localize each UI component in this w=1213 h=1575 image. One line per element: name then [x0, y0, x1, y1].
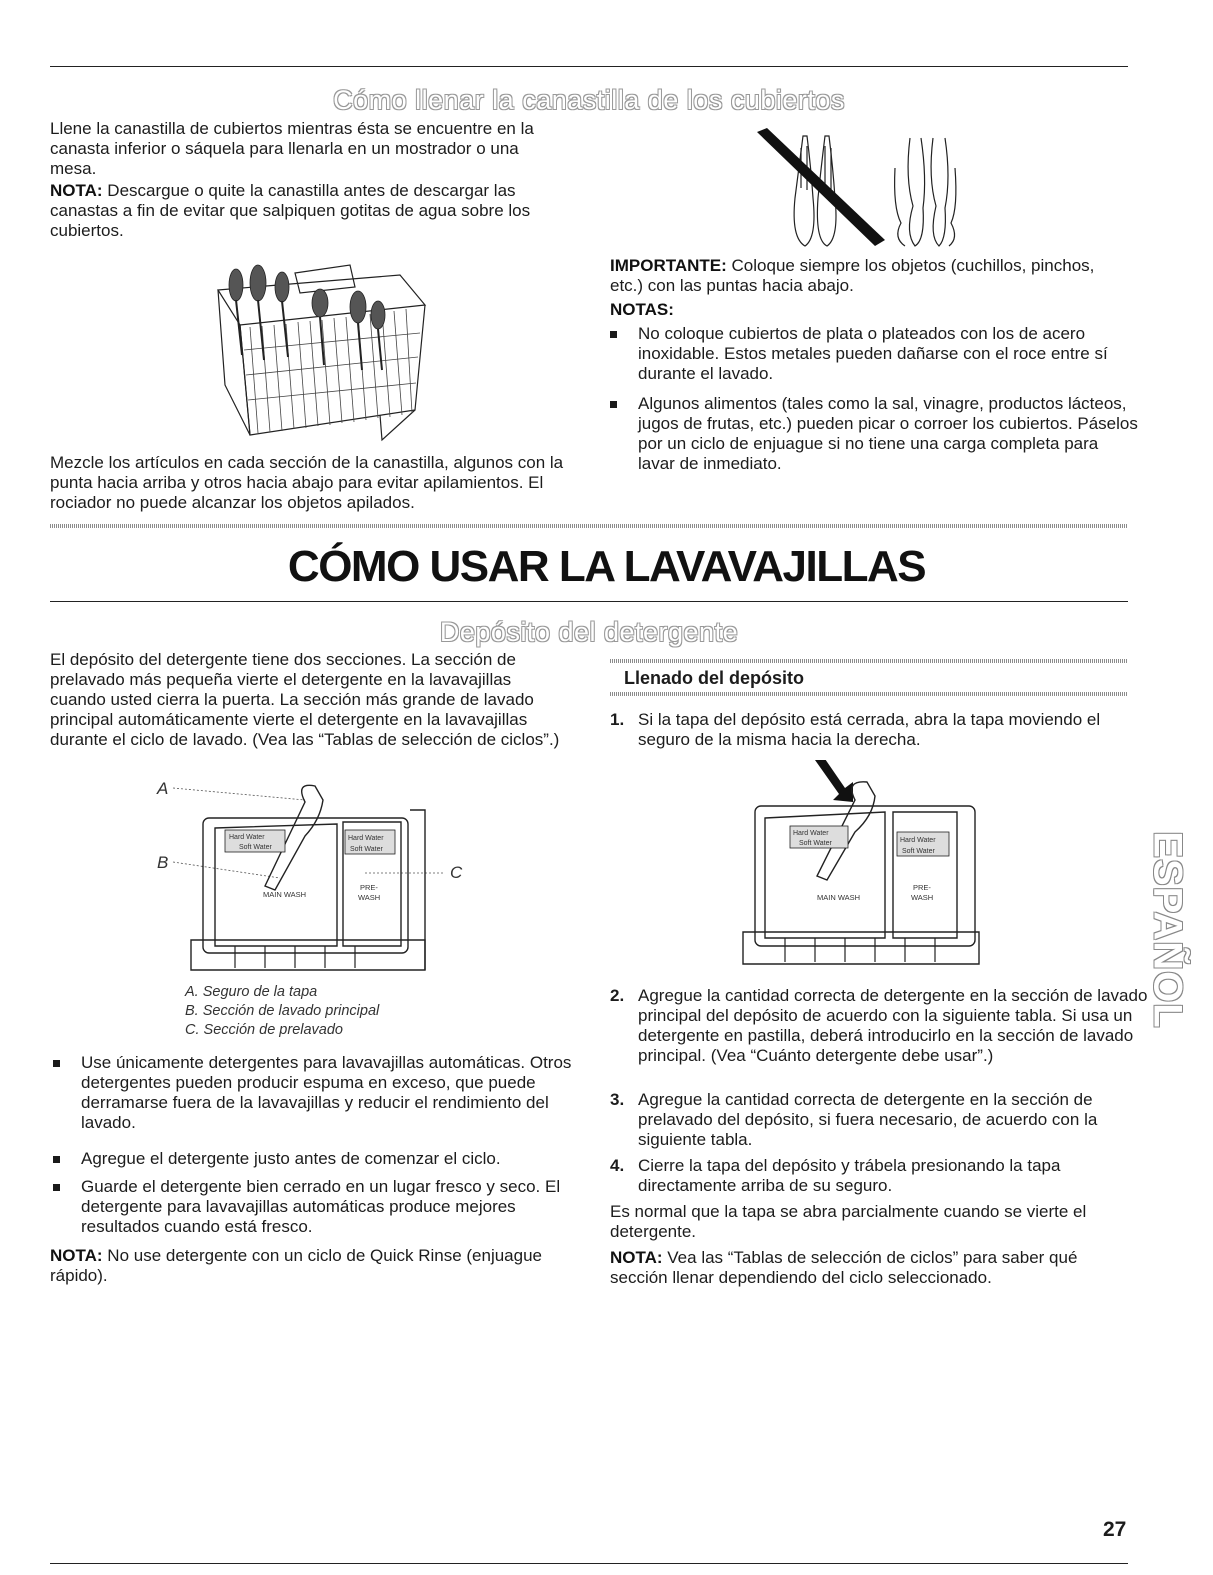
note-label: NOTA: — [610, 1248, 663, 1267]
caption-c: C. Sección de prelavado — [185, 1022, 343, 1038]
bullet-square-icon — [610, 331, 617, 338]
list-item — [53, 1149, 596, 1169]
fill-heading: Llenado del depósito — [624, 668, 805, 688]
cutlery-note — [50, 181, 565, 241]
bottom-rule — [50, 1563, 1128, 1564]
note-label: NOTA: — [50, 1246, 103, 1265]
caption-a: A. Seguro de la tapa — [185, 984, 318, 1000]
language-label: ESPAÑOL — [1146, 831, 1191, 1029]
important-text — [610, 256, 1128, 296]
dotted-divider — [610, 659, 1128, 663]
step-item — [610, 1090, 1153, 1150]
step-number: 4. — [610, 1156, 625, 1175]
soft-water-label: Soft Water — [239, 844, 272, 851]
step-item — [610, 986, 1153, 1066]
note-text: Descargue o quite la canastilla antes de descargar las canastas a fin de evitar que salpiquen gotitas de agua sobre los cubiertos. — [50, 181, 531, 240]
step-text: Agregue la cantidad correcta de detergente en la sección de lavado principal del depósito de acuerdo con la siguiente tabla. Si usa un detergente en pastilla, deberá introducirlo en la sección de lavado principal. (Vea “Cuánto detergente debe usar”.) — [638, 986, 1148, 1065]
hard-water-label: Hard Water — [229, 834, 265, 841]
bullet-text: Use únicamente detergentes para lavavajillas automáticas. Otros detergentes pueden producir espuma en exceso, que puede derramarse fuera de la lavavajillas y reducir el rendimiento del lavado. — [81, 1053, 572, 1132]
step-text: Cierre la tapa del depósito y trábela presionando la tapa directamente arriba de su seguro. — [638, 1156, 1061, 1195]
diagram-letter-b: B — [157, 853, 169, 872]
wash-label: WASH — [358, 893, 381, 902]
list-item — [53, 1053, 596, 1133]
important-body: Coloque siempre los objetos (cuchillos, pinchos, etc.) con las puntas hacia abajo. — [610, 256, 1095, 295]
step-item — [610, 710, 1153, 750]
note-item-text: No coloque cubiertos de plata o plateados con los de acero inoxidable. Estos metales pueden dañarse con el roce entre sí durante el lavado. — [638, 324, 1108, 383]
section-title-cutlery: Cómo llenar la canastilla de los cubiertos — [333, 85, 845, 115]
hard-water-label: Hard Water — [793, 830, 829, 837]
cycle-tables-note — [610, 1248, 1125, 1288]
normal-open-text: Es normal que la tapa se abra parcialmente cuando se vierte el detergente. — [610, 1202, 1087, 1241]
dispenser-diagram-left — [155, 770, 475, 978]
main-wash-label: MAIN WASH — [263, 890, 307, 899]
notes-heading — [610, 300, 674, 320]
step-item — [610, 1156, 1153, 1196]
language-side-tab — [1138, 810, 1198, 1050]
utensils-points-down-illustration — [755, 128, 980, 260]
bullet-text: Agregue el detergente justo antes de comenzar el ciclo. — [81, 1149, 501, 1168]
page-title: CÓMO USAR LA LAVAVAJILLAS — [287, 542, 926, 591]
dispenser-diagram-right — [735, 760, 985, 970]
page-number: 27 — [1103, 1518, 1127, 1541]
important-label: IMPORTANTE: — [610, 256, 727, 275]
cutlery-mix-text: Mezcle los artículos en cada sección de la canastilla, algunos con la punta hacia arriba y otros hacia abajo para evitar apilamientos. El rociador no puede alcanzar los objetos apilados. — [50, 453, 564, 512]
dotted-divider — [610, 692, 1128, 696]
section-rule — [50, 601, 1128, 602]
wash-label: WASH — [911, 893, 934, 902]
hard-water-label: Hard Water — [900, 837, 936, 844]
diagram-letter-a: A — [157, 779, 169, 798]
note-label: NOTA: — [50, 181, 103, 200]
step-number: 2. — [610, 986, 625, 1005]
pre-label: PRE- — [913, 883, 931, 892]
soft-water-label: Soft Water — [799, 840, 832, 847]
bullet-square-icon — [53, 1060, 60, 1067]
top-rule — [50, 66, 1128, 67]
soft-water-label: Soft Water — [350, 846, 383, 853]
bullet-square-icon — [610, 401, 617, 408]
note-item-text: Algunos alimentos (tales como la sal, vinagre, productos lácteos, jugos de frutas, etc.) pueden picar o corroer los cubiertos. Páselos por un ciclo de enjuague si no tiene una carga completa para lavar de inmediato. — [638, 394, 1138, 473]
list-item — [610, 324, 1138, 384]
step-text: Agregue la cantidad correcta de detergente en la sección de prelavado del depósito, si fuera necesario, de acuerdo con la siguiente tabla. — [638, 1090, 1098, 1149]
step-number: 3. — [610, 1090, 625, 1109]
step-text: Si la tapa del depósito está cerrada, abra la tapa moviendo el seguro de la misma hacia la derecha. — [638, 710, 1101, 749]
cutlery-intro: Llene la canastilla de cubiertos mientras ésta se encuentre en la canasta inferior o sáquela para llenarla en un mostrador o una mesa. — [50, 119, 534, 178]
main-wash-label: MAIN WASH — [817, 893, 861, 902]
cutlery-basket-illustration — [200, 245, 440, 445]
list-item — [610, 394, 1138, 474]
quick-rinse-note — [50, 1246, 570, 1286]
section-title-detergent: Depósito del detergente — [439, 617, 739, 647]
bullet-text: Guarde el detergente bien cerrado en un lugar fresco y seco. El detergente para lavavajillas automáticas produce mejores resultados cuando está fresco. — [81, 1177, 561, 1236]
note-text: Vea las “Tablas de selección de ciclos” para saber qué sección llenar dependiendo del ciclo seleccionado. — [610, 1248, 1078, 1287]
note-text: No use detergente con un ciclo de Quick Rinse (enjuague rápido). — [50, 1246, 542, 1285]
caption-b: B. Sección de lavado principal — [185, 1003, 380, 1019]
bullet-square-icon — [53, 1156, 60, 1163]
hard-water-label: Hard Water — [348, 835, 384, 842]
bullet-square-icon — [53, 1184, 60, 1191]
soft-water-label: Soft Water — [902, 848, 935, 855]
list-item — [53, 1177, 596, 1237]
dotted-divider — [50, 524, 1128, 528]
detergent-intro: El depósito del detergente tiene dos secciones. La sección de prelavado más pequeña vierte el detergente en la lavavajillas cuando usted cierra la puerta. La sección más grande de lavado principal automáticamente vierte el detergente en la lavavajillas durante el ciclo de lavado. (Vea las “Tablas de selección de ciclos”.) — [50, 650, 560, 749]
pre-label: PRE- — [360, 883, 378, 892]
step-number: 1. — [610, 710, 625, 729]
diagram-letter-c: C — [450, 863, 463, 882]
notes-label: NOTAS: — [610, 300, 674, 319]
